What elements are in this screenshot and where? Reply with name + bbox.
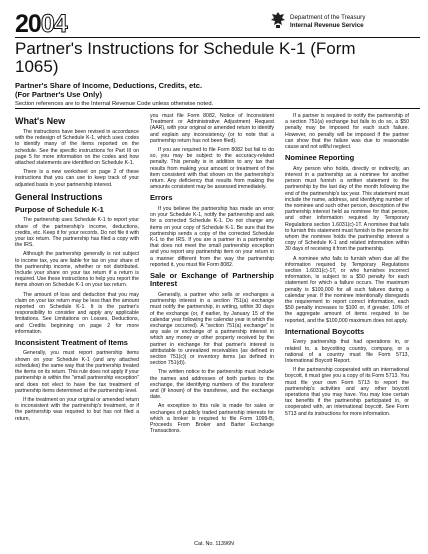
paragraph: An exception to this rule is made for sales or exchanges of publicly traded partnership interests for which a broker is required to file Form 1099-B, Proceeds From Broker and Barter Exchange Transactions. (150, 403, 274, 435)
paragraph: If the treatment on your original or amended return is inconsistent with the partnership's treatment, or if the partnership was required to but has not filed a return, (15, 396, 139, 422)
heading-sale-exchange: Sale or Exchange of Partnership Interest (150, 270, 274, 289)
page-title: Partner's Instructions for Schedule K-1 (Form 1065) (15, 39, 356, 76)
paragraph: Generally, you must report partnership items shown on your Schedule K-1 (and any attached schedules) the same way that the partnership treated the items on its return. This rule does not apply if your partnership is within the "small partnership exception" and does not elect to have the tax treatment of partnership items determined at the partnership level. (15, 350, 139, 394)
agency-block (290, 14, 420, 30)
agency-line-1: Department of the Treasury (290, 14, 366, 21)
paragraph: Although the partnership generally is not subject to income tax, you are liable for tax on your share of the partnership income, whether or not distributed. Include your share on your tax return if a return is required. Use these instructions to help you report the items shown on Schedule K-1 on your tax return. (15, 251, 139, 289)
paragraph: Any person who holds, directly or indirectly, an interest in a partnership as a nominee for another person must furnish a written statement to the partnership by the last day of the month following the end of the partnership's tax year. This statement must include the name, address, and identifying number of the nominee and such other person, description of the partnership interest held as nominee for that person, and other information required by Temporary Regulations section 1.6031(c)-1T. A nominee that fails to furnish this statement must furnish to the person for whom the nominee holds the partnership interest a copy of Schedule K-1 and related information within 30 days of receiving it from the partnership. (285, 165, 410, 253)
paragraph: A nominee who fails to furnish when due all the information required by Temporary Regulations section 1.6031(c)-1T, or who furnishes incorrect information, is subject to a $50 penalty for each statement for which a failure occurs. The maximum penalty is $100,000 for all such failures during a calendar year. If the nominee intentionally disregards the requirement to report correct information, each $50 penalty increases to $100 or, if greater, 10% of the aggregate amount of items required to be reported, and the $100,000 maximum does not apply. (285, 255, 409, 324)
subtitle-line-2: (For Partner's Use Only) (15, 90, 103, 99)
treasury-eagle-icon (270, 11, 286, 29)
heading-inconsistent-treatment: Inconsistent Treatment of Items (15, 337, 128, 347)
heading-general-instructions: General Instructions (15, 191, 103, 202)
page-subtitle (15, 81, 395, 99)
column-3 (285, 113, 409, 420)
heading-nominee-reporting: Nominee Reporting (285, 153, 355, 163)
column-1 (15, 116, 139, 425)
paragraph: The written notice to the partnership must include the names and addresses of both parties to the exchange, the identifying numbers of the transferor and (if known) of the transferee, and the exchange date. (150, 369, 274, 401)
header-rule (15, 37, 420, 38)
paragraph: Every partnership that had operations in, or related to, a boycotting country, company, or a national of a country must file Form 5713, International Boycott Report. (285, 339, 409, 364)
section-reference-notice: Section references are to the Internal Revenue Code unless otherwise noted. (15, 101, 214, 107)
paragraph: Generally, a partner who sells or exchanges a partnership interest in a section 751(a) exchange must notify the partnership, in writing, within 30 days of the exchange (or, if earlier, by January 15 of the calendar year following the calendar year in which the exchange occurred). A "section 751(a) exchange" is any sale or exchange of a partnership interest in which any money or other property received by the partner in exchange for that partner's interest is attributable to unrealized receivables (as defined in section 751(c)) or inventory items (as defined in section 751(d)). (150, 291, 274, 367)
form-year: 2004 (15, 10, 67, 38)
subtitle-line-1: Partner's Share of Income, Deductions, Credits, etc. (15, 81, 203, 90)
paragraph: If a partner is required to notify the partnership of a section 751(a) exchange but fails to do so, a $50 penalty may be imposed for each such failure. However, no penalty will be imposed if the partner can show that the failure was due to reasonable cause and not willful neglect. (285, 113, 409, 151)
column-2 (150, 113, 274, 437)
agency-line-2: Internal Revenue Service (290, 22, 364, 29)
paragraph: There is a new worksheet on page 2 of these instructions that you can use to keep track of your adjusted basis in your partnership interest. (15, 169, 139, 188)
heading-purpose: Purpose of Schedule K-1 (15, 204, 104, 214)
heading-errors: Errors (150, 193, 173, 203)
paragraph: you must file Form 8082, Notice of Inconsistent Treatment or Administrative Adjustment Request (AAR), with your original or amended return to identify and explain any inconsistency (or to note that a partnership return has not been filed). (150, 113, 274, 144)
heading-whats-new: What's New (15, 116, 66, 126)
paragraph: The instructions have been revised in accordance with the redesign of Schedule K-1, which uses codes to identify many of the items reported on the schedule. See the specific instructions for Part III on page 5 for more information on the codes and how attached statements are identified on Schedule K-1. (15, 129, 139, 167)
heading-international-boycotts: International Boycotts (285, 326, 365, 336)
catalog-number: Cat. No. 11396N (194, 541, 234, 547)
paragraph: The partnership uses Schedule K-1 to report your share of the partnership's income, deductions, credits, etc. Keep it for your records. Do not file it with your tax return. The partnership has filed a copy with the IRS. (15, 217, 139, 249)
paragraph: The amount of loss and deduction that you may claim on your tax return may be less than the amount reported on Schedule K-1. It is the partner's responsibility to consider and apply any applicable limitations. See Limitations on Losses, Deductions, and Credits beginning on page 2 for more information. (15, 291, 139, 335)
notice-rule (15, 108, 420, 109)
paragraph: If the partnership cooperated with an international boycott, it must give you a copy of its Form 5713. You must file your own Form 5713 to report the partnership's activities and any other boycott operations that you may have. You may lose certain tax benefits if the partnership participated in, or cooperated with, an international boycott. See Form 5713 and its instructions for more information. (285, 367, 409, 417)
paragraph: If you believe the partnership has made an error on your Schedule K-1, notify the partnership and ask for a corrected Schedule K-1. Do not change any items on your copy of Schedule K-1. Be sure that the partnership sends a copy of the corrected Schedule K-1 to the IRS. If you are a partner in a partnership that does not meet the small partnership exception and you report any partnership item on your return in a manner different from the way the partnership reported it, you must file Form 8082. (150, 205, 274, 268)
paragraph: If you are required to file Form 8082 but fail to do so, you may be subject to the accuracy-related penalty. This penalty is in addition to any tax that results from making your amount or treatment of the item consistent with that shown on the partnership's return. Any deficiency that results from making the amounts consistent may be assessed immediately. (150, 147, 274, 191)
